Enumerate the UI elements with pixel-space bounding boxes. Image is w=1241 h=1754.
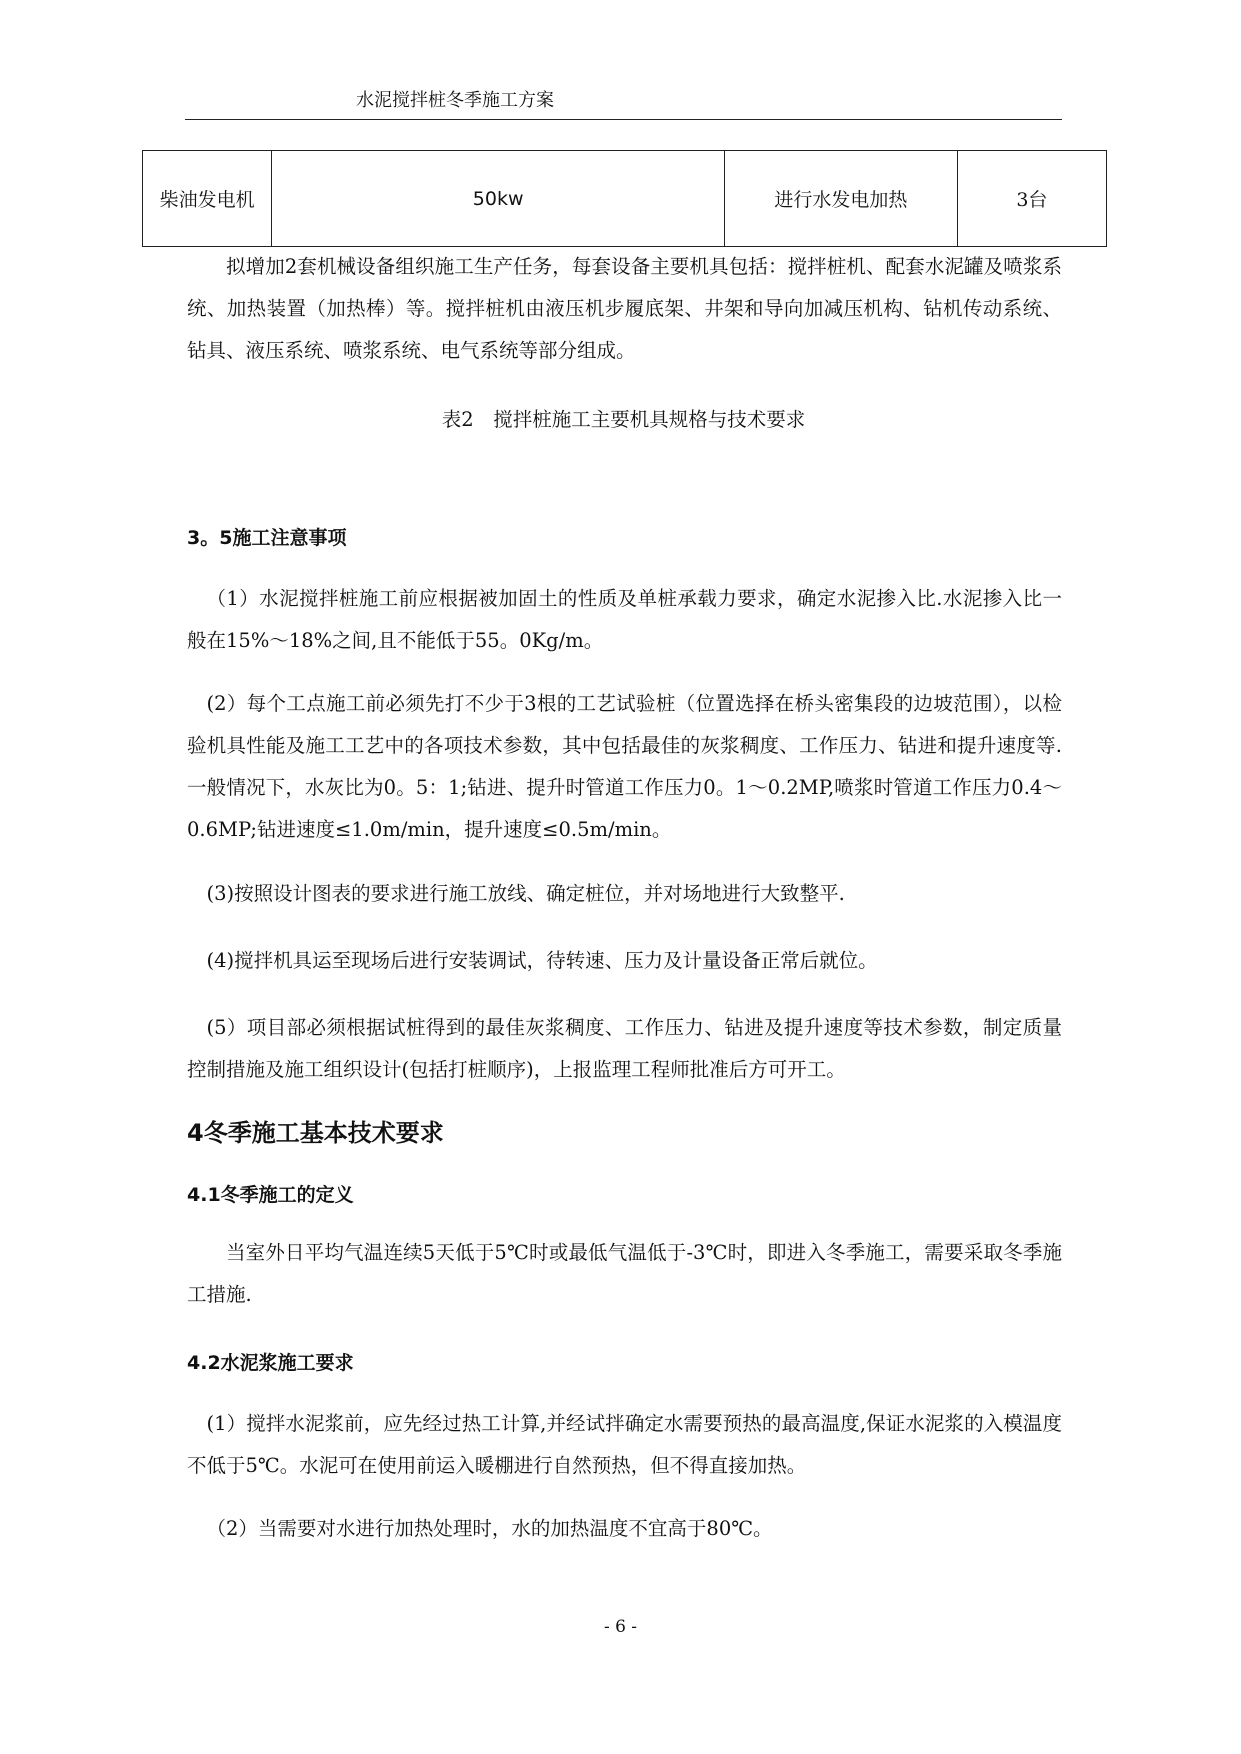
section-3-5-item-1: （1）水泥搅拌桩施工前应根据被加固土的性质及单桩承载力要求，确定水泥掺入比.水泥掺入比一般在15%～18%之间,且不能低于55。0Kg/m。: [187, 587, 1062, 652]
equipment-name-cell: 柴油发电机: [143, 151, 272, 247]
page-number: - 6 -: [603, 1617, 638, 1637]
section-3-5-item-5: (5）项目部必须根据试桩得到的最佳灰浆稠度、工作压力、钻进及提升速度等技术参数，制定质量控制措施及施工组织设计(包括打桩顺序)，上报监理工程师批准后方可开工。: [187, 1016, 1062, 1081]
header-rule: [185, 119, 1062, 120]
equipment-description-paragraph: 拟增加2套机械设备组织施工生产任务，每套设备主要机具包括：搅拌桩机、配套水泥罐及喷浆系统、加热装置（加热棒）等。搅拌桩机由液压机步履底架、井架和导向加减压机构、钻机传动系统、钻具、液压系统、喷浆系统、电气系统等部分组成。: [187, 255, 1062, 362]
section-4-heading: 4冬季施工基本技术要求: [187, 1119, 444, 1147]
section-4-2-heading: 4.2水泥浆施工要求: [187, 1352, 354, 1374]
running-header-title: 水泥搅拌桩冬季施工方案: [356, 90, 554, 111]
equipment-quantity-cell: 3台: [957, 151, 1106, 247]
section-4-2-item-2: （2）当需要对水进行加热处理时，水的加热温度不宜高于80℃。: [206, 1517, 773, 1540]
section-3-5-item-3: (3)按照设计图表的要求进行施工放线、确定桩位，并对场地进行大致整平.: [206, 882, 845, 905]
table-2-caption: 表2 搅拌桩施工主要机具规格与技术要求: [441, 408, 806, 431]
section-3-5-heading: 3。5施工注意事项: [187, 527, 347, 549]
equipment-purpose-cell: 进行水发电加热: [724, 151, 957, 247]
section-3-5-item-2: (2）每个工点施工前必须先打不少于3根的工艺试验桩（位置选择在桥头密集段的边坡范围），以检验机具性能及施工工艺中的各项技术参数，其中包括最佳的灰浆稠度、工作压力、钻进和提升速度等.一般情况下，水灰比为0。5：1;钻进、提升时管道工作压力0。1～0.2MP,喷浆时管道工作压力0.4～0.6MP;钻进速度≤1.0m/min，提升速度≤0.5m/min。: [187, 692, 1062, 841]
table-row: [143, 151, 1107, 247]
equipment-table: [142, 150, 1107, 247]
section-4-2-item-1: (1）搅拌水泥浆前，应先经过热工计算,并经试拌确定水需要预热的最高温度,保证水泥浆的入模温度不低于5℃。水泥可在使用前运入暖棚进行自然预热，但不得直接加热。: [187, 1412, 1062, 1477]
equipment-spec-cell: 50kw: [272, 151, 725, 247]
section-3-5-item-4: (4)搅拌机具运至现场后进行安装调试，待转速、压力及计量设备正常后就位。: [206, 949, 878, 972]
section-4-1-heading: 4.1冬季施工的定义: [187, 1184, 354, 1206]
section-4-1-text: 当室外日平均气温连续5天低于5℃时或最低气温低于-3℃时，即进入冬季施工，需要采取冬季施工措施.: [187, 1241, 1062, 1306]
